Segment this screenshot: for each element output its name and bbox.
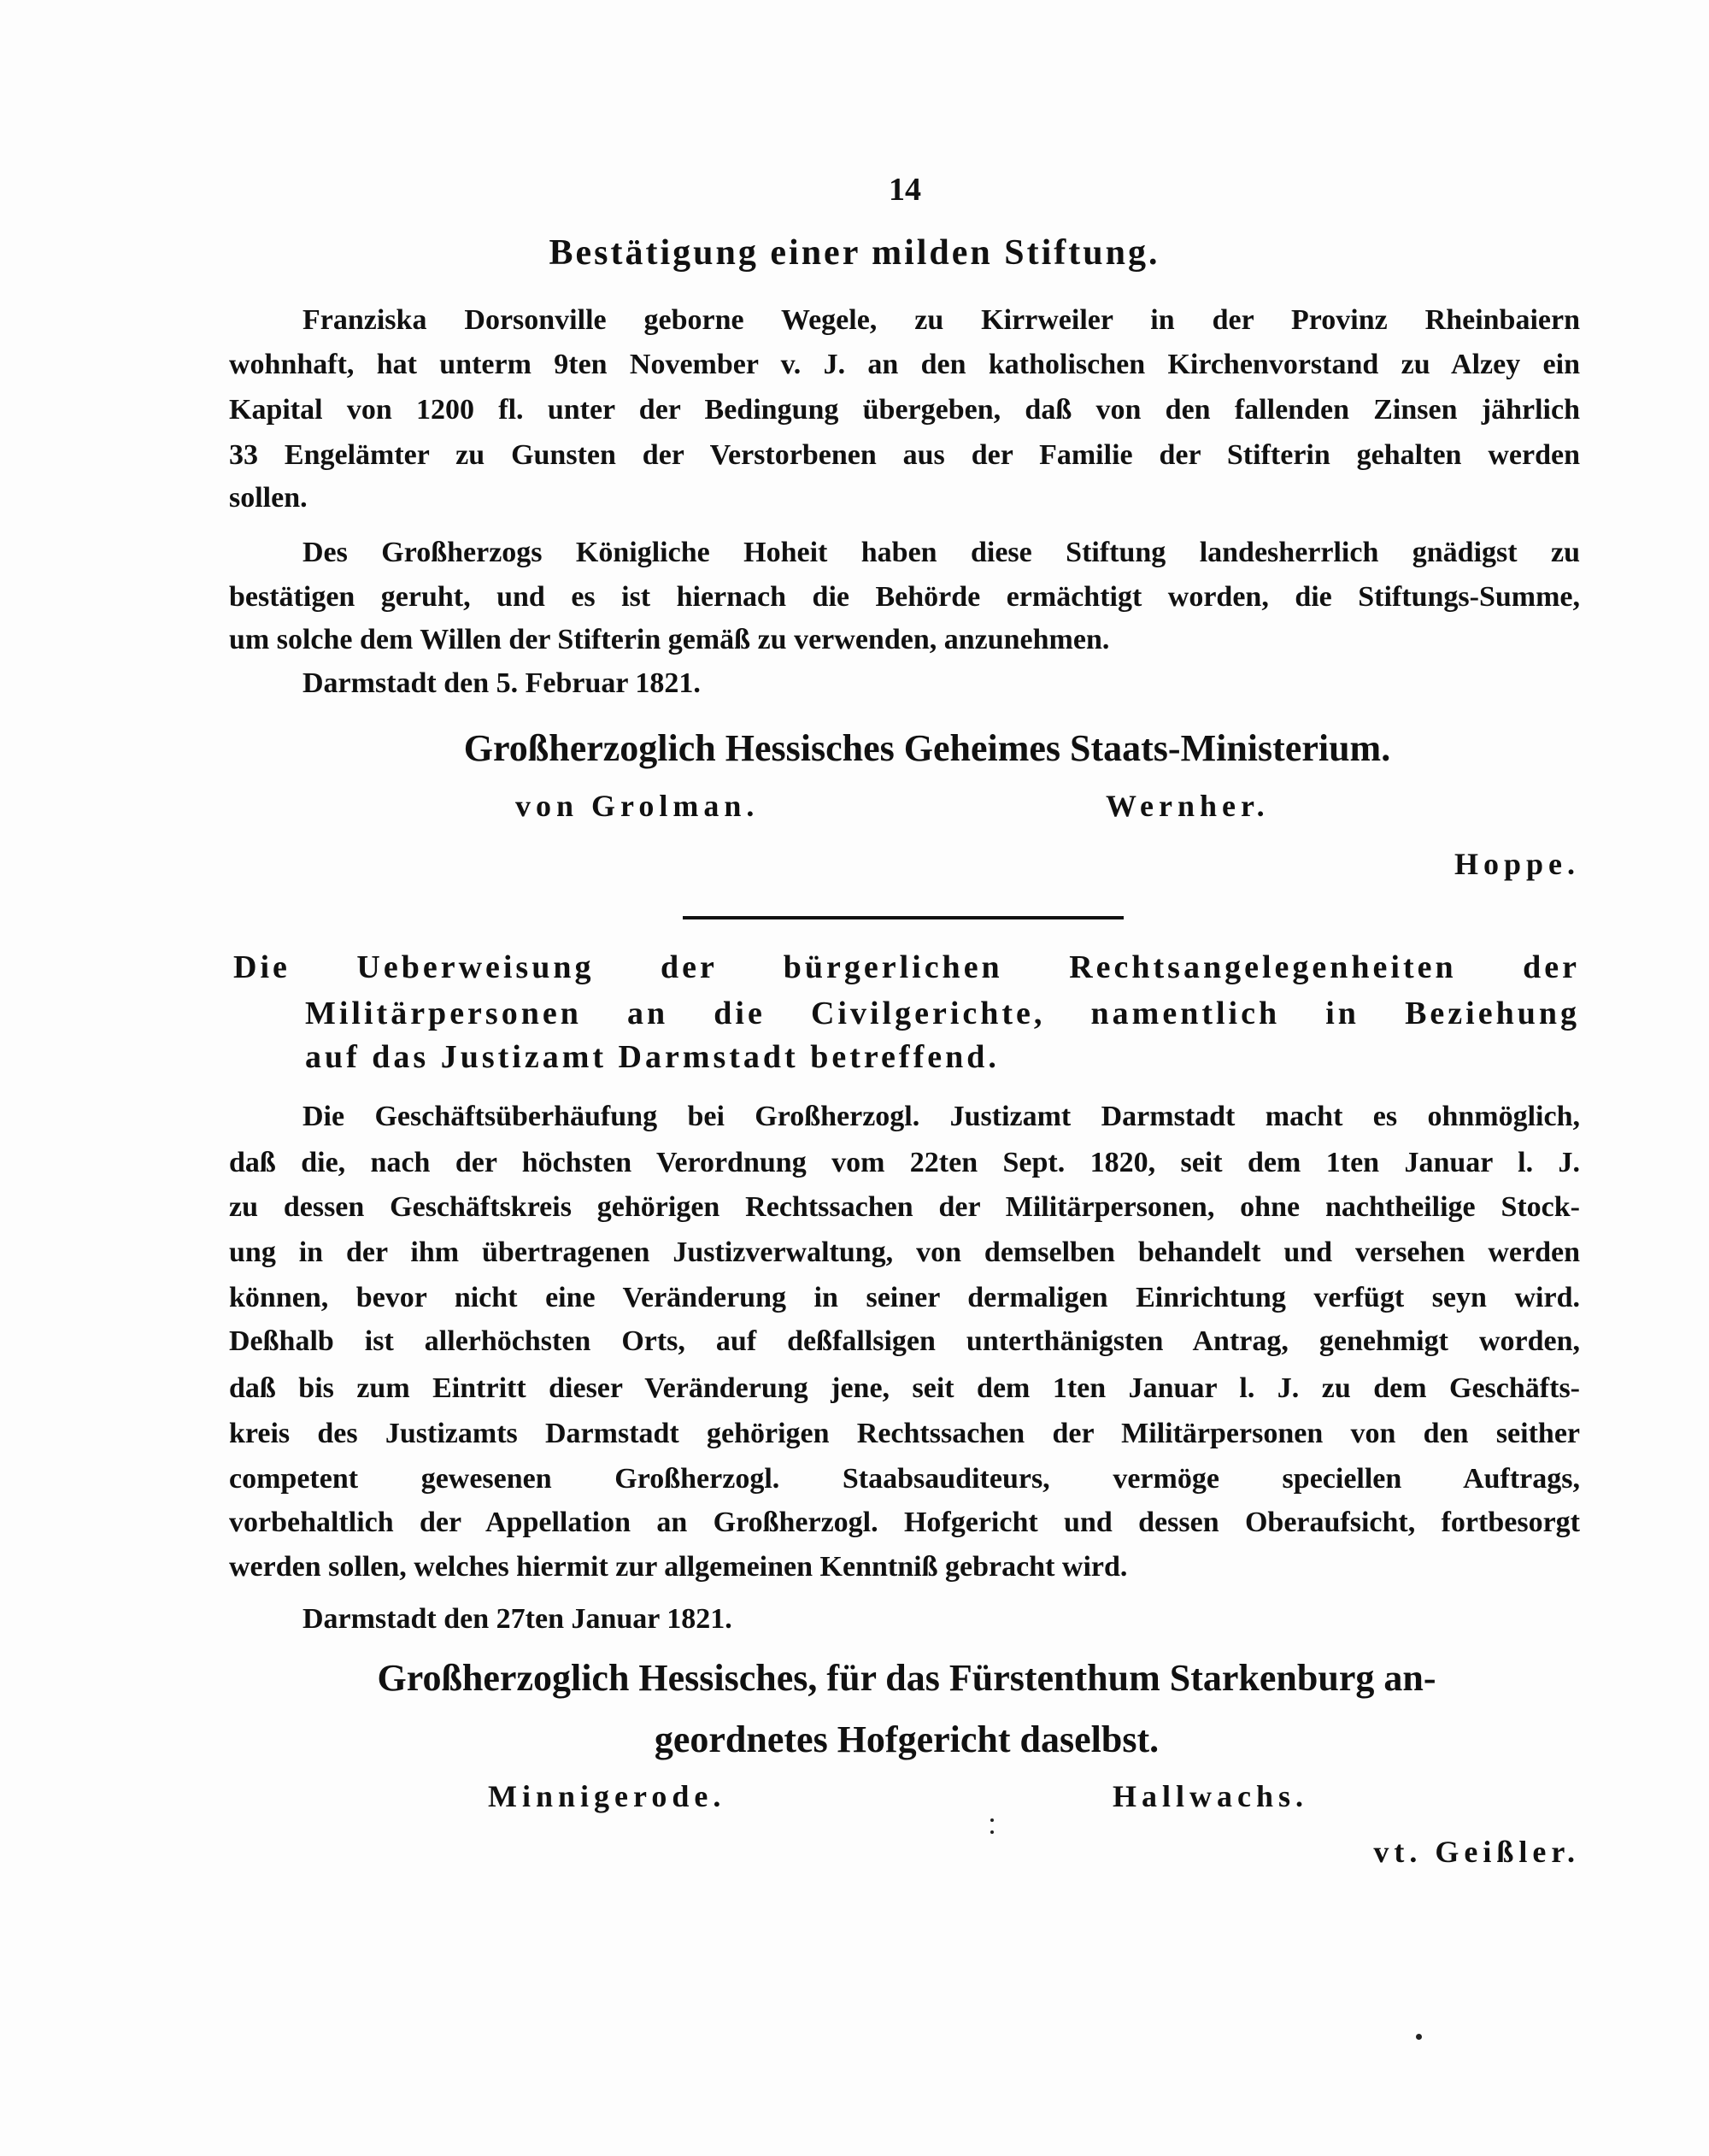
paragraph-line: daß bis zum Eintritt dieser Veränderung jene, seit dem 1ten Januar l. J. zu dem Geschäfts-: [229, 1372, 1580, 1404]
scan-speck: [1416, 2034, 1422, 2040]
countersignature: vt. Geißler.: [1373, 1835, 1580, 1869]
paragraph-line: competent gewesenen Großherzogl. Staabsauditeurs, vermöge speciellen Auftrags,: [229, 1463, 1580, 1495]
paragraph-line: 33 Engelämter zu Gunsten der Verstorbenen aus der Familie der Stifterin gehalten werden: [229, 439, 1580, 471]
paragraph-line: wohnhaft, hat unterm 9ten November v. J. an den katholischen Kirchenvorstand zu Alzey ein: [229, 349, 1580, 380]
paragraph-line: um solche dem Willen der Stifterin gemäß zu verwenden, anzunehmen.: [229, 624, 1110, 655]
section-1-title: Bestätigung einer milden Stiftung.: [549, 233, 1160, 273]
signatory: Minnigerode.: [488, 1779, 726, 1813]
date-line: Darmstadt den 5. Februar 1821.: [302, 667, 701, 699]
section-2-title-line: Militärpersonen an die Civilgerichte, namentlich in Beziehung: [305, 996, 1580, 1031]
paragraph-line: können, bevor nicht eine Veränderung in seiner dermaligen Einrichtung verfügt seyn wird.: [229, 1282, 1580, 1313]
issuing-authority: Großherzoglich Hessisches Geheimes Staats-Ministerium.: [463, 727, 1391, 769]
paragraph-line: zu dessen Geschäftskreis gehörigen Rechtssachen der Militärpersonen, ohne nachtheilige Stock-: [229, 1191, 1580, 1223]
paragraph-line: Die Geschäftsüberhäufung bei Großherzogl. Justizamt Darmstadt macht es ohnmöglich,: [302, 1101, 1580, 1132]
signatory: Hallwachs.: [1113, 1779, 1309, 1813]
section-2-title-line: auf das Justizamt Darmstadt betreffend.: [305, 1039, 1000, 1075]
scan-speck: [990, 1818, 994, 1822]
paragraph-line: sollen.: [229, 482, 308, 514]
issuing-authority: geordnetes Hofgericht daselbst.: [654, 1718, 1160, 1760]
scan-speck: [990, 1830, 994, 1834]
paragraph-line: vorbehaltlich der Appellation an Großherzogl. Hofgericht und dessen Oberaufsicht, fortbesorgt: [229, 1507, 1580, 1538]
section-divider: [683, 916, 1124, 919]
issuing-authority: Großherzoglich Hessisches, für das Fürstenthum Starkenburg an-: [377, 1657, 1436, 1699]
signatory: Wernher.: [1106, 789, 1270, 823]
signatory: von Grolman.: [515, 789, 760, 823]
date-line: Darmstadt den 27ten Januar 1821.: [302, 1603, 732, 1635]
countersignature: Hoppe.: [1454, 847, 1580, 881]
section-2-title-line: Die Ueberweisung der bürgerlichen Rechtsangelegenheiten der: [233, 949, 1580, 985]
paragraph-line: Franziska Dorsonville geborne Wegele, zu Kirrweiler in der Provinz Rheinbaiern: [302, 304, 1580, 336]
paragraph-line: ung in der ihm übertragenen Justizverwaltung, von demselben behandelt und versehen werden: [229, 1237, 1580, 1268]
paragraph-line: bestätigen geruht, und es ist hiernach die Behörde ermächtigt worden, die Stiftungs-Summe,: [229, 581, 1580, 613]
paragraph-line: daß die, nach der höchsten Verordnung vom 22ten Sept. 1820, seit dem 1ten Januar l. J.: [229, 1147, 1580, 1178]
paragraph-line: Kapital von 1200 fl. unter der Bedingung übergeben, daß von den fallenden Zinsen jährlich: [229, 394, 1580, 426]
paragraph-line: Deßhalb ist allerhöchsten Orts, auf deßfallsigen unterthänigsten Antrag, genehmigt worden,: [229, 1325, 1580, 1357]
paragraph-line: kreis des Justizamts Darmstadt gehörigen Rechtssachen der Militärpersonen von den seither: [229, 1418, 1580, 1449]
page-number: 14: [889, 172, 921, 208]
paragraph-line: Des Großherzogs Königliche Hoheit haben diese Stiftung landesherrlich gnädigst zu: [302, 537, 1580, 568]
paragraph-line: werden sollen, welches hiermit zur allgemeinen Kenntniß gebracht wird.: [229, 1551, 1128, 1583]
